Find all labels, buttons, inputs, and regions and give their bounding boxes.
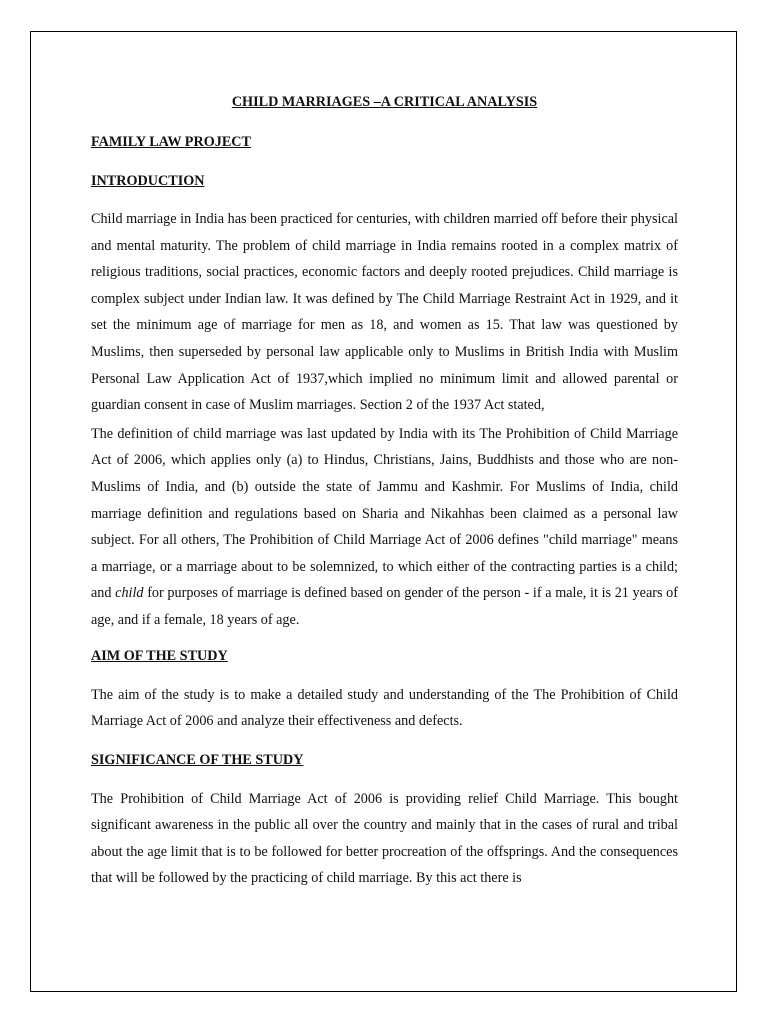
aim-paragraph: The aim of the study is to make a detailed study and understanding of the The Prohibition of Child Marriage Act of 2006 and analyze their effectiveness and defects. <box>91 686 678 730</box>
introduction-heading: INTRODUCTION <box>91 173 205 189</box>
document-title: CHILD MARRIAGES –A CRITICAL ANALYSIS <box>231 94 538 110</box>
document-body <box>91 92 678 892</box>
introduction-paragraph-2-tail: for purposes of marriage is defined based on gender of the person - if a male, it is 21 years of age, and if a female, 18 years of age. <box>91 585 678 628</box>
aim-heading: AIM OF THE STUDY <box>91 647 228 664</box>
introduction-paragraph-2 <box>91 421 678 634</box>
significance-heading: SIGNIFICANCE OF THE STUDY <box>91 751 304 768</box>
introduction-paragraph-2-text: The definition of child marriage was last updated by India with its The Prohibition of Child Marriage Act of 2006, which applies only (a) to Hindus, Christians, Jains, Buddhists and those who are non-Muslims of India, and (b) outside the state of Jammu and Kashmir. For Muslims of India, child marriage definition and regulations based on Sharia and Nikahhas been claimed as a personal law subject. For all others, The Prohibition of Child Marriage Act of 2006 defines "child marriage" means a marriage, or a marriage about to be solemnized, to which either of the contracting parties is a child; and <box>91 425 678 602</box>
introduction-paragraph-1: Child marriage in India has been practiced for centuries, with children married off before their physical and mental maturity. The problem of child marriage in India remains rooted in a complex matrix of religious traditions, social practices, economic factors and deeply rooted prejudices. Child marriage is complex subject under Indian law. It was defined by The Child Marriage Restraint Act in 1929, and it set the minimum age of marriage for men as 18, and women as 15. That law was questioned by Muslims, then superseded by personal law applicable only to Muslims in British India with Muslim Personal Law Application Act of 1937,which implied no minimum limit and allowed parental or guardian consent in case of Muslim marriages. Section 2 of the 1937 Act stated, <box>91 211 678 414</box>
document-subtitle: FAMILY LAW PROJECT <box>91 134 252 150</box>
significance-paragraph: The Prohibition of Child Marriage Act of 2006 is providing relief Child Marriage. This bought significant awareness in the public all over the country and mainly that in the cases of rural and tribal about the age limit that is to be followed for better procreation of the offsprings. And the consequences that will be followed by the practicing of child marriage. By this act there is <box>91 790 678 887</box>
introduction-paragraph-2-italic: child <box>115 585 144 602</box>
